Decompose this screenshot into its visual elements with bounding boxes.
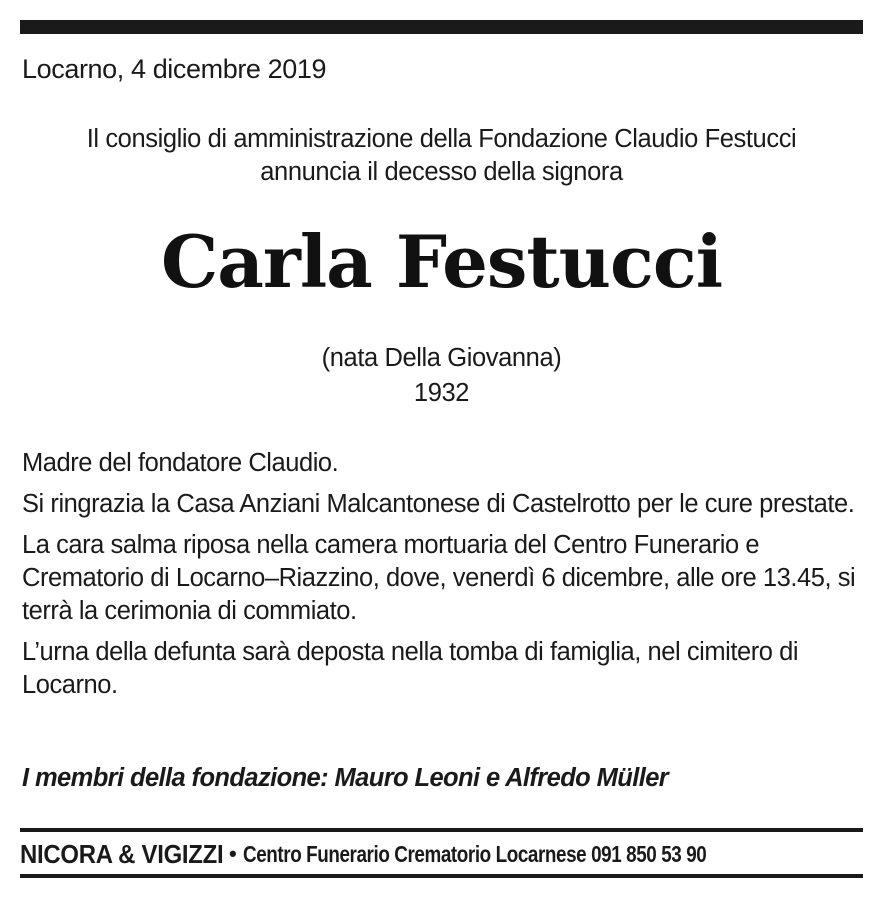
deceased-details bbox=[20, 341, 863, 411]
footer-bottom-rule bbox=[20, 874, 863, 878]
dateline: Locarno, 4 dicembre 2019 bbox=[22, 54, 327, 84]
top-rule bbox=[20, 20, 863, 34]
maiden-name: (nata Della Giovanna) bbox=[321, 344, 562, 372]
paragraph-thanks: Si ringrazia la Casa Anziani Malcantonese di Castelrotto per le cure prestate. bbox=[22, 490, 855, 518]
funeral-home-contact: Centro Funerario Crematorio Locarnese 091 850 53 90 bbox=[242, 840, 707, 867]
funeral-home-brand: NICORA & VIGIZZI bbox=[20, 838, 224, 869]
footer-bullet: • bbox=[229, 841, 237, 866]
intro-line-1: Il consiglio di amministrazione della Fondazione Claudio Festucci bbox=[86, 125, 797, 153]
footer-top-rule bbox=[20, 828, 863, 832]
deceased-name: Carla Festucci bbox=[160, 219, 723, 304]
intro-line-2: annuncia il decesso della signora bbox=[260, 158, 623, 186]
signature: I membri della fondazione: Mauro Leoni e Alfredo Müller bbox=[22, 764, 669, 792]
birth-year: 1932 bbox=[413, 379, 470, 407]
paragraph-ceremony: La cara salma riposa nella camera mortuaria del Centro Funerario e Crematorio di Locarno–Riazzino, dove, venerdì 6 dicembre, alle ore 13.45, si terrà la cerimonia di commiato. bbox=[22, 531, 856, 625]
notice-body bbox=[22, 447, 860, 710]
paragraph-urn: L’urna della defunta sarà deposta nella tomba di famiglia, nel cimitero di Locarno. bbox=[22, 638, 799, 699]
paragraph-mother: Madre del fondatore Claudio. bbox=[22, 449, 339, 477]
funeral-home-footer bbox=[20, 838, 863, 870]
announcement-intro bbox=[20, 123, 863, 189]
